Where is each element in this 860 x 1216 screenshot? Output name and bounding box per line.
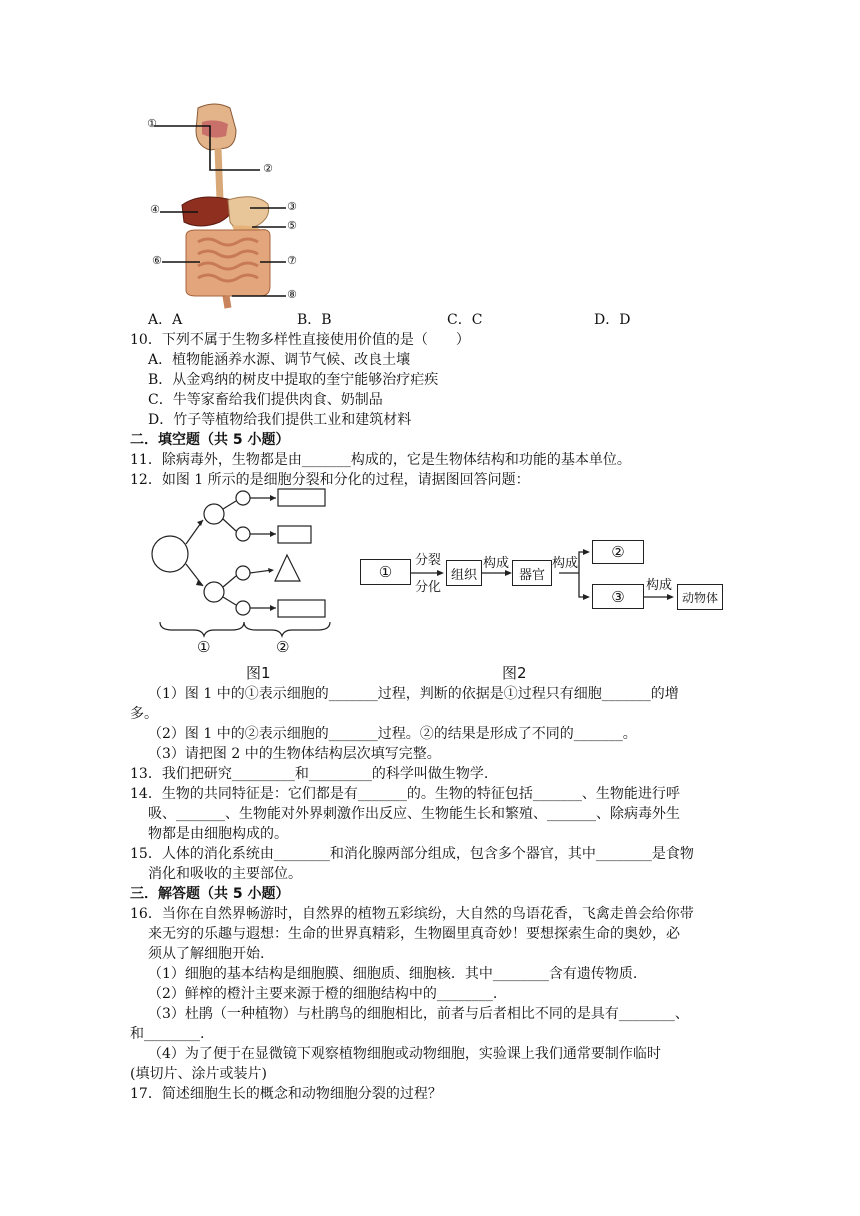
figure2-box-2-label: ② (611, 543, 625, 561)
q9-choice-d: D．D (594, 312, 631, 328)
figure2-animal-box (677, 584, 723, 610)
q10-stem: 10．下列不属于生物多样性直接使用价值的是（ ） (130, 332, 470, 348)
diagram-label-3: ③ (287, 200, 297, 213)
figure2-compose-label-2: 构成 (552, 556, 579, 571)
q9-choice-c: C．C (447, 312, 483, 328)
q9-choice-b: B．B (297, 312, 332, 328)
digestive-system-figure (140, 100, 310, 310)
figure2-organ-label: 器官 (518, 567, 545, 583)
q14-line1: 14．生物的共同特征是：它们都是有_______的。生物的特征包括_______、生物能进行呼 (130, 786, 680, 802)
section-fill-in-title: 二．填空题（共 5 小题） (130, 432, 290, 448)
figure2-box-1 (360, 559, 411, 585)
diagram-label-1: ① (147, 117, 157, 130)
q16-sub4-line1: （4）为了便于在显微镜下观察植物细胞或动物细胞，实验课上我们通常要制作临时 (148, 1046, 661, 1062)
q12-stem: 12．如图 1 所示的是细胞分裂和分化的过程，请据图回答问题： (130, 472, 530, 488)
q16-sub3-line2: 和________. (130, 1026, 205, 1042)
figure2-box-2 (592, 540, 644, 564)
figure1-cell-division (148, 482, 338, 642)
figure2-diff-label: 分化 (415, 580, 442, 595)
figure2-compose-label-1: 构成 (483, 556, 510, 571)
figure2-animal-label: 动物体 (681, 590, 718, 605)
q16-line2: 来无穷的乐趣与遐想：生命的世界真精彩，生物圈里真奇妙！要想探索生命的奥妙，必 (148, 926, 680, 942)
figure1-brace-label-1: ① (197, 638, 211, 656)
q17-text: 17．简述细胞生长的概念和动物细胞分裂的过程？ (130, 1086, 442, 1102)
figure2-box-1-label: ① (378, 563, 393, 581)
q12-sub1-line1: （1）图 1 中的①表示细胞的_______过程，判断的依据是①过程只有细胞_______的增 (148, 686, 679, 702)
q16-line1: 16．当你在自然界畅游时，自然界的植物五彩缤纷，大自然的鸟语花香，飞禽走兽会给你带 (130, 906, 694, 922)
q13-text: 13．我们把研究_________和_________的科学叫做生物学. (130, 766, 489, 782)
figure2-tissue-box (446, 560, 482, 586)
section-answer-title: 三．解答题（共 5 小题） (130, 886, 290, 902)
figure2-tissue-label: 组织 (450, 567, 477, 583)
q14-line3: 物都是由细胞构成的。 (148, 826, 288, 842)
q11-text: 11．除病毒外，生物都是由_______构成的，它是生物体结构和功能的基本单位。 (130, 452, 631, 468)
q14-line2: 吸、_______、生物能对外界刺激作出反应、生物能生长和繁殖、_______、除病毒外生 (148, 806, 680, 822)
figure2-box-3 (592, 584, 644, 609)
figure1-caption: 图1 (246, 664, 271, 682)
figure1-brace-label-2: ② (276, 638, 290, 656)
q16-line3: 须从了解细胞开始. (148, 946, 265, 962)
q9-choice-a: A．A (148, 312, 183, 328)
figure2-organ-box (512, 560, 552, 586)
q16-sub2: （2）鲜榨的橙汁主要来源于橙的细胞结构中的________. (148, 986, 498, 1002)
diagram-label-6: ⑥ (152, 254, 162, 267)
q16-sub1: （1）细胞的基本结构是细胞膜、细胞质、细胞核．其中________含有遗传物质. (148, 966, 638, 982)
diagram-label-7: ⑦ (287, 254, 297, 267)
diagram-label-4: ④ (150, 203, 160, 216)
q10-option-d: D．竹子等植物给我们提供工业和建筑材料 (148, 412, 412, 428)
figure2-caption: 图2 (502, 664, 527, 682)
figure2-compose-label-3: 构成 (646, 578, 673, 593)
q12-sub1-line2: 多。 (130, 706, 158, 722)
q10-option-a: A．植物能涵养水源、调节气候、改良土壤 (148, 352, 411, 368)
q12-sub3: （3）请把图 2 中的生物体结构层次填写完整。 (148, 746, 441, 762)
q16-sub4-line2: (填切片、涂片或装片) (130, 1066, 267, 1082)
figure2-split-label: 分裂 (415, 553, 442, 568)
q10-option-b: B．从金鸡纳的树皮中提取的奎宁能够治疗疟疾 (148, 372, 439, 388)
q15-line1: 15．人体的消化系统由________和消化腺两部分组成，包含多个器官，其中________是食物 (130, 846, 694, 862)
figure2-box-3-label: ③ (611, 587, 625, 606)
q15-line2: 消化和吸收的主要部位。 (148, 866, 302, 882)
diagram-label-8: ⑧ (287, 288, 297, 301)
q12-sub2: （2）图 1 中的②表示细胞的_______过程。②的结果是形成了不同的_______。 (148, 726, 637, 742)
q10-option-c: C．牛等家畜给我们提供肉食、奶制品 (148, 392, 383, 408)
diagram-label-5: ⑤ (287, 219, 297, 232)
q16-sub3-line1: （3）杜鹃（一种植物）与杜鹃鸟的细胞相比，前者与后者相比不同的是具有________、 (148, 1006, 689, 1022)
diagram-label-2: ② (263, 162, 273, 175)
